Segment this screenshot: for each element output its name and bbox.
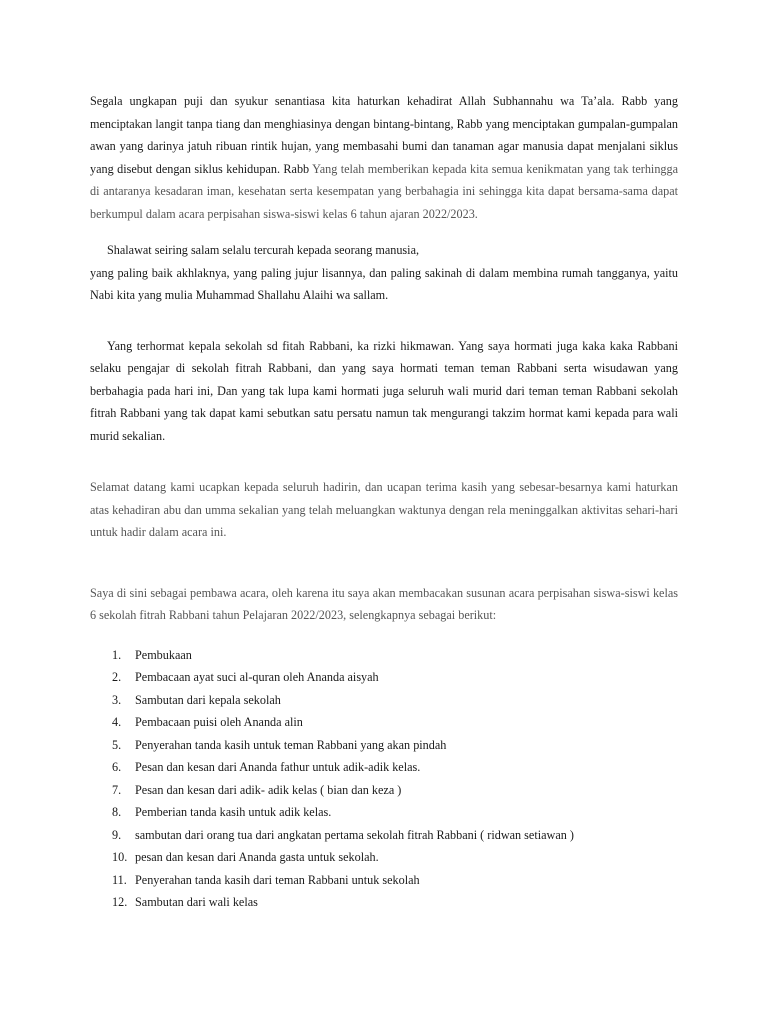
agenda-item-text: Pembukaan — [135, 647, 192, 662]
agenda-item — [90, 801, 678, 824]
agenda-item-text: pesan dan kesan dari Ananda gasta untuk sekolah. — [135, 850, 379, 864]
opening-text-dark: Segala ungkapan puji dan syukur senantiasa kita haturkan kehadirat Allah Subhannahu wa Ta’ala. Rabb yang menciptakan langit tanpa tiang dan menghiasinya dengan bintang-bintang, Rabb yang menciptakan gumpalan-gumpalan awan yang darinya jatuh ribuan rintik hujan, yang membasahi bumi dan tanaman agar manusia dapat menjalani siklus yang disebut dengan siklus kehidupan. Rabb — [90, 94, 678, 176]
agenda-item-text: Sambutan dari kepala sekolah — [135, 692, 281, 707]
shalawat-line-1: Shalawat seiring salam selalu tercurah kepada seorang manusia, — [107, 243, 420, 257]
agenda-item — [90, 689, 678, 712]
agenda-item — [90, 869, 678, 892]
agenda-item-text: sambutan dari orang tua dari angkatan pertama sekolah fitrah Rabbani ( ridwan setiawan ) — [135, 827, 574, 842]
agenda-item-number: 4. — [112, 715, 122, 729]
agenda-item-text: Pesan dan kesan dari adik- adik kelas ( bian dan keza ) — [135, 782, 402, 797]
agenda-item-text: Penyerahan tanda kasih dari teman Rabbani untuk sekolah — [135, 872, 420, 887]
agenda-item — [90, 824, 678, 847]
agenda-item — [90, 734, 678, 757]
agenda-item — [90, 891, 678, 914]
agenda-item — [90, 846, 678, 869]
opening-text-light: Yang telah memberikan kepada kita semua kenikmatan yang tak terhingga di antaranya kesadaran iman, kesehatan serta kesempatan yang berbahagia ini sehingga kita dapat bersama-sama dapat berkumpul dalam acara perpisahan siswa-siswi kelas 6 tahun ajaran 2022/2023. — [90, 161, 679, 221]
opening-paragraph — [90, 90, 678, 225]
agenda-item-number: 8. — [112, 805, 122, 819]
agenda-item-number: 5. — [112, 737, 122, 752]
agenda-item-text: Sambutan dari wali kelas — [135, 895, 258, 909]
agenda-item-number: 10. — [112, 850, 128, 864]
agenda-item-number: 11. — [112, 872, 127, 887]
shalawat-paragraph — [90, 239, 678, 307]
agenda-item-text: Penyerahan tanda kasih untuk teman Rabbani yang akan pindah — [135, 737, 447, 752]
agenda-item-number: 3. — [112, 692, 122, 707]
agenda-item-number: 7. — [112, 782, 122, 797]
agenda-item-text: Pesan dan kesan dari Ananda fathur untuk adik-adik kelas. — [135, 760, 421, 774]
agenda-item — [90, 711, 678, 734]
greeting-paragraph: Yang terhormat kepala sekolah sd fitah Rabbani, ka rizki hikmawan. Yang saya hormati juga kaka kaka Rabbani selaku pengajar di sekolah fitrah Rabbani, dan yang saya hormati teman teman Rabbani serta wisudawan yang berbahagia pada hari ini, Dan yang tak lupa kami hormati juga seluruh wali murid dari teman teman Rabbani sekolah fitrah Rabbani yang tak dapat kami sebutkan satu persatu namun tak mengurangi takzim hormat kami kepada para wali murid sekalian. — [90, 338, 678, 443]
agenda-item — [90, 666, 678, 689]
welcome-paragraph: Selamat datang kami ucapkan kepada seluruh hadirin, dan ucapan terima kasih yang sebesar-besarnya kami haturkan atas kehadiran abu dan umma sekalian yang telah meluangkan waktunya dengan rela meninggalkan aktivitas sehari-hari untuk hadir dalam acara ini. — [90, 480, 678, 539]
agenda-item-text: Pembacaan ayat suci al-quran oleh Ananda aisyah — [135, 670, 379, 684]
agenda-item — [90, 644, 678, 667]
agenda-intro-paragraph: Saya di sini sebagai pembawa acara, oleh karena itu saya akan membacakan susunan acara perpisahan siswa-siswi kelas 6 sekolah fitrah Rabbani tahun Pelajaran 2022/2023, selengkapnya sebagai berikut: — [90, 585, 678, 622]
agenda-item-text: Pemberian tanda kasih untuk adik kelas. — [135, 805, 332, 819]
agenda-item-number: 6. — [112, 760, 122, 774]
document-page — [90, 90, 678, 914]
agenda-item — [90, 756, 678, 779]
agenda-item-number: 9. — [112, 827, 122, 842]
agenda-item-number: 12. — [112, 895, 128, 909]
agenda-item — [90, 779, 678, 802]
agenda-list — [90, 644, 678, 914]
shalawat-line-2: yang paling baik akhlaknya, yang paling jujur lisannya, dan paling sakinah di dalam membina rumah tangganya, yaitu Nabi kita yang mulia Muhammad Shallahu Alaihi wa sallam. — [90, 265, 678, 302]
agenda-item-number: 1. — [112, 647, 122, 662]
agenda-item-text: Pembacaan puisi oleh Ananda alin — [135, 715, 303, 729]
agenda-item-number: 2. — [112, 670, 122, 684]
